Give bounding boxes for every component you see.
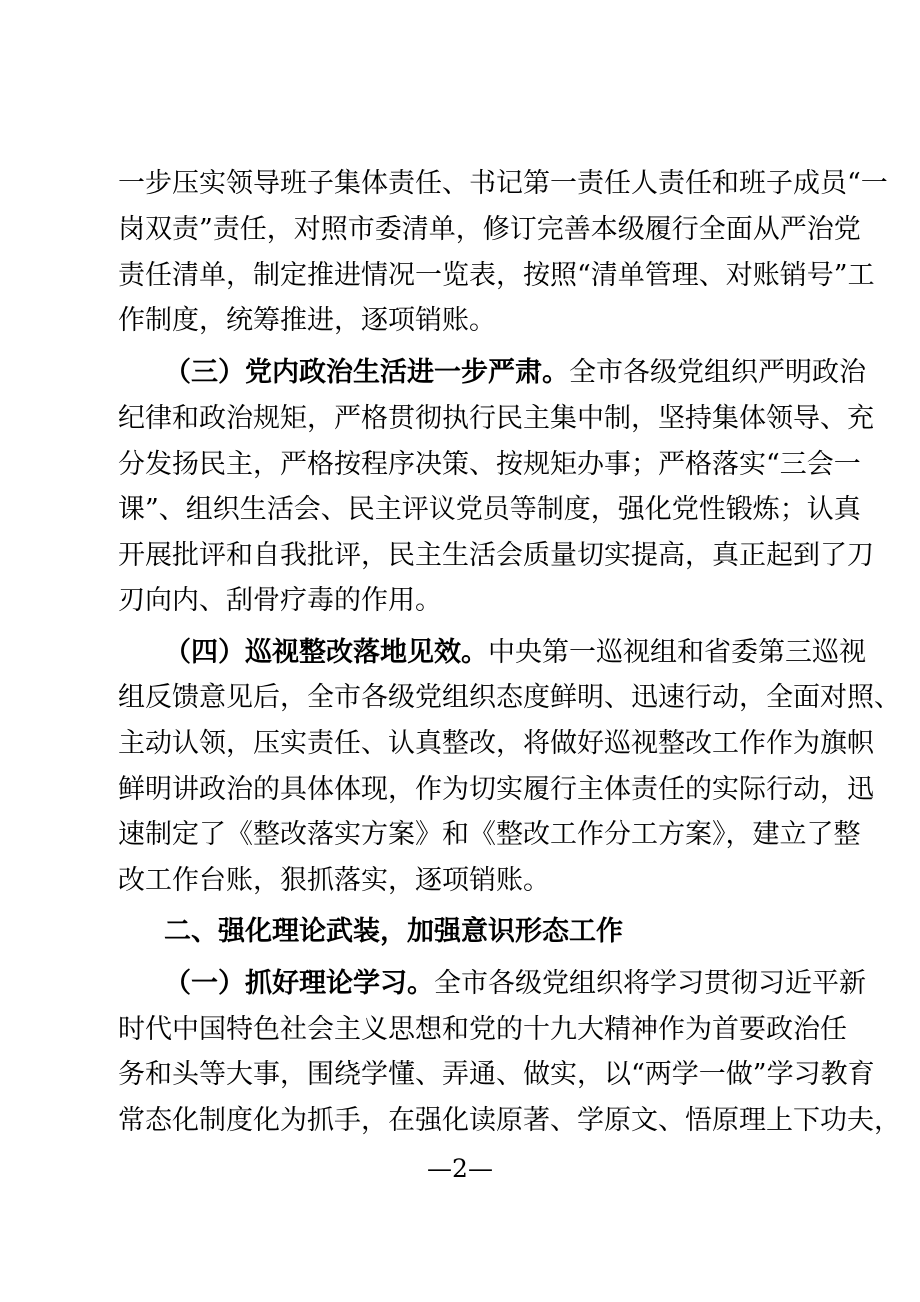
paragraph-line: 组反馈意见后，全市各级党组织态度鲜明、迅速行动，全面对照、 bbox=[118, 682, 901, 713]
paragraph-line: 务和头等大事，围绕学懂、弄通、做实，以“两学一做”学习教育 bbox=[118, 1059, 875, 1090]
section-heading: 二、强化理论武装，加强意识形态工作 bbox=[164, 916, 623, 947]
section-4-first-line-text: 中央第一巡视组和省委第三巡视 bbox=[488, 637, 866, 668]
paragraph-line: 责任清单，制定推进情况一览表，按照“清单管理、对账销号”工 bbox=[118, 260, 875, 291]
section-4-title: （四）巡视整改落地见效。 bbox=[164, 637, 488, 668]
paragraph-line: 一步压实领导班子集体责任、书记第一责任人责任和班子成员“一 bbox=[118, 168, 888, 199]
paragraph-line: 刃向内、刮骨疗毒的作用。 bbox=[118, 585, 442, 616]
paragraph-line: 课”、组织生活会、民主评议党员等制度，强化党性锻炼；认真 bbox=[118, 494, 861, 525]
section-2-1-first-line bbox=[164, 966, 866, 1002]
section-3-first-line-text: 全市各级党组织严明政治 bbox=[569, 357, 866, 388]
section-4-first-line bbox=[164, 635, 866, 671]
paragraph-line: 作制度，统筹推进，逐项销账。 bbox=[118, 305, 496, 336]
paragraph-line: 鲜明讲政治的具体体现，作为切实履行主体责任的实际行动，迅 bbox=[118, 774, 874, 805]
page-number: —2— bbox=[427, 1154, 493, 1183]
section-3-title: （三）党内政治生活进一步严肃。 bbox=[164, 357, 569, 388]
paragraph-line: 开展批评和自我批评，民主生活会质量切实提高，真正起到了刀 bbox=[118, 540, 874, 571]
paragraph-line: 主动认领，压实责任、认真整改，将做好巡视整改工作作为旗帜 bbox=[118, 728, 874, 759]
section-2-1-first-line-text: 全市各级党组织将学习贯彻习近平新 bbox=[434, 968, 866, 999]
paragraph-line: 常态化制度化为抓手，在强化读原著、学原文、悟原理上下功夫， bbox=[118, 1105, 901, 1136]
section-3-first-line bbox=[164, 355, 866, 391]
section-2-1-title: （一）抓好理论学习。 bbox=[164, 968, 434, 999]
paragraph-line: 改工作台账，狠抓落实，逐项销账。 bbox=[118, 865, 550, 896]
paragraph-line: 岗双责”责任，对照市委清单，修订完善本级履行全面从严治党 bbox=[118, 214, 861, 245]
paragraph-line: 时代中国特色社会主义思想和党的十九大精神作为首要政治任 bbox=[118, 1014, 847, 1045]
paragraph-line: 纪律和政治规矩，严格贯彻执行民主集中制，坚持集体领导、充 bbox=[118, 403, 874, 434]
paragraph-line: 分发扬民主，严格按程序决策、按规矩办事；严格落实“三会一 bbox=[118, 449, 861, 480]
paragraph-line: 速制定了《整改落实方案》和《整改工作分工方案》，建立了整 bbox=[118, 819, 861, 850]
